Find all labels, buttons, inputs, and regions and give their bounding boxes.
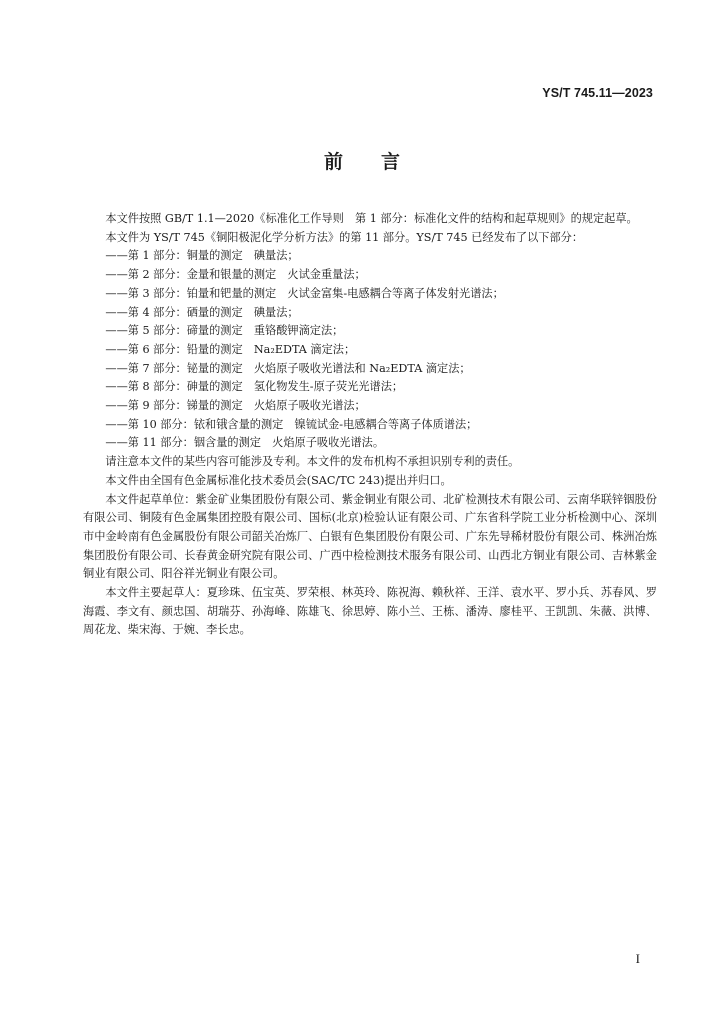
list-item: ——第 1 部分：铜量的测定 碘量法； <box>105 249 299 263</box>
list-item: ——第 10 部分：铱和锇含量的测定 镍锍试金-电感耦合等离子体质谱法； <box>105 417 478 431</box>
foreword-body <box>83 210 657 640</box>
paragraph-series-intro: 本文件为 YS/T 745《铜阳极泥化学分析方法》的第 11 部分。YS/T 745 已经发布了以下部分： <box>105 230 584 244</box>
paragraph-patent-notice: 请注意本文件的某些内容可能涉及专利。本文件的发布机构不承担识别专利的责任。 <box>105 455 520 469</box>
standard-code: YS/T 745.11—2023 <box>542 86 653 100</box>
page-title <box>0 147 724 174</box>
paragraph-drafters: 本文件主要起草人：夏珍珠、伍宝英、罗荣根、林英玲、陈祝海、赖秋祥、王洋、袁水平、罗小兵、苏春风、罗海霞、李文有、颜忠国、胡瑞芬、孙海峰、陈雄飞、徐思婷、陈小兰、王栋、潘涛、廖桂平、王凯凯、朱薇、洪博、周花龙、柴宋海、于婉、李长忠。 <box>83 586 657 637</box>
paragraph-committee: 本文件由全国有色金属标准化技术委员会(SAC/TC 243)提出并归口。 <box>105 473 452 487</box>
list-item: ——第 7 部分：铋量的测定 火焰原子吸收光谱法和 Na₂EDTA 滴定法； <box>105 361 471 375</box>
list-item: ——第 8 部分：砷量的测定 氢化物发生-原子荧光光谱法； <box>105 380 404 394</box>
list-item: ——第 3 部分：铂量和钯量的测定 火试金富集-电感耦合等离子体发射光谱法； <box>105 286 504 300</box>
page-number: I <box>635 951 640 966</box>
title-char-2: 言 <box>381 151 401 173</box>
title-char-1: 前 <box>323 151 343 173</box>
list-item: ——第 9 部分：锑量的测定 火焰原子吸收光谱法； <box>105 399 366 413</box>
list-item: ——第 4 部分：硒量的测定 碘量法； <box>105 305 299 319</box>
list-item: ——第 6 部分：铅量的测定 Na₂EDTA 滴定法； <box>105 342 356 356</box>
list-item: ——第 5 部分：碲量的测定 重铬酸钾滴定法； <box>105 324 344 338</box>
list-item: ——第 2 部分：金量和银量的测定 火试金重量法； <box>105 268 366 282</box>
parts-list <box>83 247 657 453</box>
paragraph-drafting-units: 本文件起草单位：紫金矿业集团股份有限公司、紫金铜业有限公司、北矿检测技术有限公司、云南华联锌铟股份有限公司、铜陵有色金属集团控股有限公司、国标(北京)检验认证有限公司、广东省科学院工业分析检测中心、深圳市中金岭南有色金属股份有限公司韶关冶炼厂、白银有色集团股份有限公司、广东先导稀材股份有限公司、株洲冶炼集团股份有限公司、长春黄金研究院有限公司、广西中检检测技术服务有限公司、山西北方铜业有限公司、吉林紫金铜业有限公司、阳谷祥光铜业有限公司。 <box>83 492 657 581</box>
list-item: ——第 11 部分：铟含量的测定 火焰原子吸收光谱法。 <box>105 436 385 450</box>
paragraph-drafting-rules: 本文件按照 GB/T 1.1—2020《标准化工作导则 第 1 部分：标准化文件的结构和起草规则》的规定起草。 <box>105 212 638 225</box>
